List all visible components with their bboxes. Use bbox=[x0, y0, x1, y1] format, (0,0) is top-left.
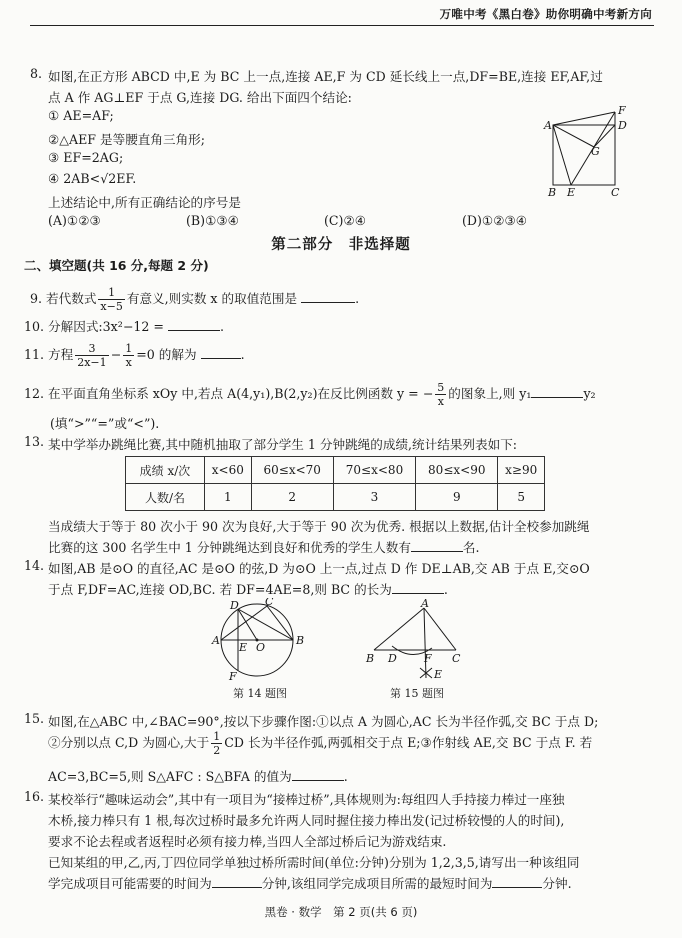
q9-frac-num: 1 bbox=[98, 286, 124, 300]
q14-line1: 如图,AB 是⊙O 的直径,AC 是⊙O 的弦,D 为⊙O 上一点,过点 D 作 DE⊥AB,交 AB 于点 E,交⊙O bbox=[48, 561, 590, 576]
table-header-cell: 70≤x<80 bbox=[333, 457, 415, 484]
q16-line5b: 分钟,该组同学完成项目所需的最短时间为 bbox=[261, 876, 493, 891]
q8-label-b: B bbox=[548, 186, 557, 199]
q15-frac-num: 1 bbox=[213, 730, 221, 743]
q14-caption: 第 14 题图 bbox=[233, 687, 287, 700]
q9-line bbox=[30, 280, 359, 318]
q8-stem-line2: 点 A 作 AG⊥EF 于点 G,连接 DG. 给出下面四个结论: bbox=[48, 90, 352, 105]
q15-label-b: B bbox=[366, 652, 375, 665]
q9-fraction bbox=[98, 286, 124, 313]
q14-label-e: E bbox=[239, 641, 248, 654]
q8-label-g: G bbox=[591, 145, 600, 158]
q14-label-f: F bbox=[229, 670, 237, 683]
q16-answer-blank-1[interactable] bbox=[212, 887, 262, 888]
q8-option-c: (C)②④ bbox=[324, 213, 367, 228]
table-header-cell: 80≤x<90 bbox=[416, 457, 498, 484]
q14-line2-text: 于点 F,DF=AC,连接 OD,BC. 若 DF=4AE=8,则 BC 的长为 bbox=[48, 582, 392, 597]
q9-post: 有意义,则实数 x 的取值范围是 bbox=[126, 291, 298, 306]
q12-post: 的图象上,则 y₁ bbox=[448, 386, 532, 401]
q11-line bbox=[24, 336, 245, 374]
q16-line5a: 学完成项目可能需要的时间为 bbox=[48, 876, 212, 891]
table-row bbox=[126, 457, 545, 484]
q8-label-c: C bbox=[611, 186, 620, 199]
q9-pre: 若代数式 bbox=[46, 291, 97, 306]
q11-fraction-2 bbox=[123, 342, 134, 369]
q15-label-a: A bbox=[421, 598, 429, 610]
q12-fraction bbox=[435, 381, 446, 408]
table-row bbox=[126, 484, 545, 511]
q16-line5 bbox=[48, 873, 572, 892]
q11-fraction-1 bbox=[75, 342, 108, 369]
q16-line3: 要求不论去程或者返程时必须有接力棒,当四人全部过桥后记为游戏结束. bbox=[48, 834, 447, 849]
q15-line3-text: AC=3,BC=5,则 S△AFC : S△BFA 的值为 bbox=[48, 769, 292, 784]
q12-hint: (填“>”“=”或“<”). bbox=[50, 416, 160, 431]
q14-figure-circle bbox=[205, 598, 315, 683]
q10-answer-blank[interactable] bbox=[168, 330, 220, 331]
q13-after2-end: 名. bbox=[462, 540, 480, 555]
q16-number: 16. bbox=[24, 789, 45, 804]
q11-minus: − bbox=[110, 347, 122, 362]
table-cell: 9 bbox=[416, 484, 498, 511]
q11-answer-blank[interactable] bbox=[201, 358, 241, 359]
table-header-cell: x≥90 bbox=[498, 457, 545, 484]
q16-answer-blank-2[interactable] bbox=[492, 887, 542, 888]
q13-stem: 某中学举办跳绳比赛,其中随机抽取了部分学生 1 分钟跳绳的成绩,统计结果列表如下: bbox=[48, 437, 518, 452]
q14-label-a: A bbox=[212, 634, 220, 647]
q10-number: 10. bbox=[24, 319, 45, 334]
q11-f1-num: 3 bbox=[75, 342, 108, 356]
q10-end: . bbox=[219, 319, 224, 334]
q16-line4: 已知某组的甲,乙,丙,丁四位同学单独过桥所需时间(单位:分钟)分别为 1,2,3,5,请写出一种该组同 bbox=[48, 855, 580, 870]
q8-label-e: E bbox=[567, 186, 576, 199]
q15-figure-triangle bbox=[362, 598, 472, 683]
q8-label-f: F bbox=[618, 104, 626, 117]
q12-frac-den: x bbox=[437, 395, 444, 408]
table-header-cell: x<60 bbox=[205, 457, 252, 484]
q15-caption: 第 15 题图 bbox=[390, 687, 444, 700]
q8-option-a: (A)①②③ bbox=[48, 213, 101, 228]
table-cell: 1 bbox=[205, 484, 252, 511]
section2-heading: 二、填空题(共 16 分,每题 2 分) bbox=[24, 258, 209, 273]
q11-pre: 方程 bbox=[48, 347, 74, 362]
q16-line2: 木桥,接力棒只有 1 根,每次过桥时最多允许两人同时握住接力棒出发(记过桥较慢的人的时间), bbox=[48, 813, 565, 828]
q16-line5c: 分钟. bbox=[542, 876, 572, 891]
q11-number: 11. bbox=[24, 347, 45, 362]
q15-number: 15. bbox=[24, 711, 45, 726]
q8-number: 8. bbox=[30, 66, 43, 81]
q8-option-d: (D)①②③④ bbox=[462, 213, 528, 228]
q13-score-table bbox=[125, 456, 545, 511]
q15-fraction bbox=[211, 730, 222, 757]
q14-number: 14. bbox=[24, 558, 45, 573]
q8-conclusion-3: ③ EF=2AG; bbox=[48, 150, 124, 165]
page-footer: 黑卷 · 数学 第 2 页(共 6 页) bbox=[264, 905, 418, 919]
q12-pre: 在平面直角坐标系 xOy 中,若点 A(4,y₁),B(2,y₂)在反比例函数 y = − bbox=[48, 386, 434, 401]
q15-line2 bbox=[48, 724, 592, 762]
q14-line2 bbox=[48, 579, 448, 598]
q8-label-d: D bbox=[618, 119, 627, 132]
q8-option-b: (B)①③④ bbox=[186, 213, 239, 228]
q15-answer-blank[interactable] bbox=[292, 780, 344, 781]
q8-conclusion-1: ① AE=AF; bbox=[48, 108, 114, 123]
header-divider bbox=[30, 25, 654, 26]
q13-after-line2 bbox=[48, 537, 480, 556]
q8-conclusion-2: ②△AEF 是等腰直角三角形; bbox=[48, 132, 205, 147]
table-cell: 2 bbox=[251, 484, 333, 511]
q15-line2b: CD 长为半径作弧,两弧相交于点 E;③作射线 AE,交 BC 于点 F. 若 bbox=[224, 735, 593, 750]
q9-answer-blank[interactable] bbox=[301, 302, 355, 303]
q12-y2: y₂ bbox=[583, 386, 596, 401]
q12-answer-blank[interactable] bbox=[531, 397, 583, 398]
q12-line bbox=[24, 375, 596, 413]
q10-line bbox=[24, 316, 224, 335]
page-header: 万唯中考《黑白卷》助你明确中考新方向 bbox=[439, 7, 652, 21]
table-header-cell: 60≤x<70 bbox=[251, 457, 333, 484]
q14-label-b: B bbox=[296, 634, 305, 647]
table-cell: 5 bbox=[498, 484, 545, 511]
q9-number: 9. bbox=[30, 291, 43, 306]
q16-line1: 某校举行“趣味运动会”,其中有一项目为“接棒过桥”,具体规则为:每组四人手持接力棒过一座独 bbox=[48, 792, 565, 807]
q14-label-d: D bbox=[230, 599, 239, 612]
q13-after2-text: 比赛的这 300 名学生中 1 分钟跳绳达到良好和优秀的学生人数有 bbox=[48, 540, 411, 555]
part2-title: 第二部分 非选择题 bbox=[271, 237, 411, 253]
q15-frac-den: 2 bbox=[213, 744, 221, 757]
q15-line1: 如图,在△ABC 中,∠BAC=90°,按以下步骤作图:①以点 A 为圆心,AC 长为半径作弧,交 BC 于点 D; bbox=[48, 714, 599, 729]
q13-number: 13. bbox=[24, 434, 45, 449]
q15-end: . bbox=[343, 769, 348, 784]
q8-question: 上述结论中,所有正确结论的序号是 bbox=[48, 195, 241, 210]
q13-answer-blank[interactable] bbox=[411, 551, 463, 552]
q15-line3 bbox=[48, 766, 348, 785]
q11-f2-den: x bbox=[125, 356, 132, 369]
table-cell: 人数/名 bbox=[126, 484, 205, 511]
table-header-cell: 成绩 x/次 bbox=[126, 457, 205, 484]
q15-label-c: C bbox=[452, 652, 461, 665]
q15-line2a: ②分别以点 C,D 为圆心,大于 bbox=[48, 735, 210, 750]
q14-label-o: O bbox=[256, 641, 266, 654]
q15-label-f: F bbox=[424, 652, 432, 665]
q9-end: . bbox=[355, 291, 360, 306]
q11-post: =0 的解为 bbox=[136, 347, 197, 362]
q14-answer-blank[interactable] bbox=[392, 593, 444, 594]
q11-f1-den: 2x−1 bbox=[77, 356, 107, 369]
q8-figure-square bbox=[538, 100, 638, 200]
q8-stem-line1: 如图,在正方形 ABCD 中,E 为 BC 上一点,连接 AE,F 为 CD 延长线上一点,DF=BE,连接 EF,AF,过 bbox=[48, 69, 603, 84]
q8-label-a: A bbox=[544, 119, 552, 132]
q8-conclusion-4: ④ 2AB<√2EF. bbox=[48, 171, 137, 186]
q10-text: 分解因式:3x²−12 = bbox=[48, 319, 164, 334]
q15-label-e: E bbox=[434, 668, 443, 681]
q11-f2-num: 1 bbox=[125, 342, 133, 355]
q13-after-line1: 当成绩大于等于 80 次小于 90 次为良好,大于等于 90 次为优秀. 根据以上数据,估计全校参加跳绳 bbox=[48, 519, 590, 534]
q9-frac-den: x−5 bbox=[100, 300, 123, 313]
q11-end: . bbox=[240, 347, 245, 362]
q14-end: . bbox=[443, 582, 448, 597]
q12-frac-num: 5 bbox=[437, 381, 445, 394]
q15-label-d: D bbox=[388, 652, 397, 665]
table-cell: 3 bbox=[333, 484, 415, 511]
q14-label-c: C bbox=[265, 598, 274, 608]
q12-number: 12. bbox=[24, 386, 45, 401]
